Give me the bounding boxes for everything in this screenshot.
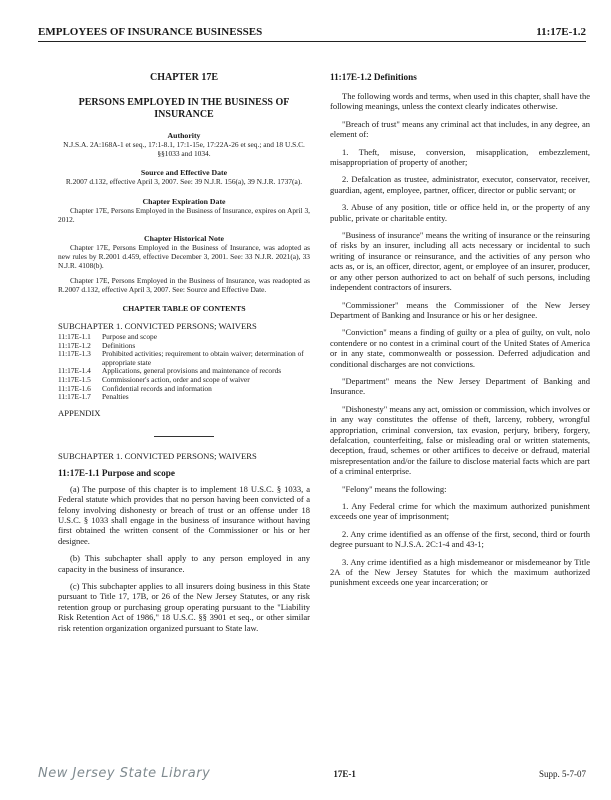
header-section-number: 11:17E-1.2 [536,26,586,38]
toc-title: Prohibited activities; requirement to obtain waiver; determination of appropriate state [102,349,304,367]
definition: "Conviction" means a finding of guilty or a plea of guilty, on vult, nolo contendere or no contest in a criminal court of the United States of America or in any state, commonwealth or possession. Deferred adjudication and conditional discharges are not convictions. [330,327,590,369]
authority-text: N.J.S.A. 2A:168A-1 et seq., 17:1-8.1, 17:1-15e, 17:22A-26 et seq.; and 18 U.S.C. §§1033 and 1034. [63,140,305,159]
toc-number: 11:17E-1.3 [58,349,91,359]
subchapter-heading: SUBCHAPTER 1. CONVICTED PERSONS; WAIVERS [58,450,257,461]
expiration-block [58,206,310,224]
definition-item: 2. Defalcation as trustee, administrator, executor, conservator, receiver, guardian, agent, employee, partner, officer, director or public servant; or [330,174,590,195]
running-header [38,26,586,42]
toc-heading: CHAPTER TABLE OF CONTENTS [122,304,246,314]
authority-block [58,140,310,158]
header-title: EMPLOYEES OF INSURANCE BUSINESSES [38,26,263,38]
table-of-contents [58,333,310,402]
definition: "Breach of trust" means any criminal act that includes, in any degree, an element of: [330,118,590,140]
definition: "Business of insurance" means the writing of insurance or the reinsuring of risks by an insurer, including all acts necessary or incidental to such writing of insurance or reinsurance, and the activities of any person who acts as, or is, an officer, director, agent, or employee of an insurer, producer, or any other person authorized to act on behalf of such persons, including independent contractors of insurers. [330,230,590,293]
definition-item: 3. Abuse of any position, title or office held in, or the property of any public, private or charitable entity. [330,202,590,223]
paragraph: (a) The purpose of this chapter is to implement 18 U.S.C. § 1033, a Federal statute which provides that no person having been convicted of a felony involving dishonesty or breach of trust or an offense under 18 U.S.C. § 1033 shall engage in the business of insurance without having first obtained the written consent of the Commissioner or his or her designee. [58,483,310,546]
definition: "Dishonesty" means any act, omission or commission, which involves or in any way constitutes the offense of theft, larceny, robbery, wrongful appropriation, criminal conversion, tax evasion, perjury, bribery, forgery, defalcation, counterfeiting, false or misleading oral or written statements, deception, fraud, schemes or other artifices to deceive or defraud, material misrepresentation and/or the failure to disclose material facts which are part of a criminal enterprise. [330,403,590,477]
definition: "Department" means the New Jersey Department of Banking and Insurance. [330,375,590,397]
toc-number: 11:17E-1.5 [58,375,91,384]
definitions-body [330,91,590,588]
toc-title: Commissioner's action, order and scope of waiver [102,375,250,384]
toc-number: 11:17E-1.2 [58,340,91,350]
paragraph: The following words and terms, when used in this chapter, shall have the following meanings, unless the context clearly indicates otherwise. [330,91,590,112]
toc-title: Penalties [102,392,129,402]
definition-item: 3. Any crime identified as a high misdemeanor or misdemeanor by Title 2A of the New Jersey Statutes for which the maximum authorized punishment exceeds one year incarceration; or [330,556,590,588]
supplement-date: Supp. 5-7-07 [538,768,586,779]
expiration-text: Chapter 17E, Persons Employed in the Business of Insurance, expires on April 3, 2012. [58,205,310,224]
paragraph: (b) This subchapter shall apply to any person employed in any capacity in the business of insurance. [58,553,310,574]
authority-heading: Authority [167,131,201,140]
source-block [58,177,310,186]
left-column [58,68,310,633]
expiration-heading: Chapter Expiration Date [142,196,226,206]
history-heading: Chapter Historical Note [144,234,224,244]
purpose-body [58,484,310,633]
right-column [330,68,590,588]
history-block [58,243,310,294]
toc-number: 11:17E-1.4 [58,366,91,376]
history-paragraph: Chapter 17E, Persons Employed in the Business of Insurance, was readopted as R.2007 d.132, effective April 3, 2007. See: Source and Effective Date. [58,275,310,294]
library-stamp: New Jersey State Library [38,766,211,781]
toc-title: Purpose and scope [102,332,158,342]
page-footer [38,766,586,781]
toc-row [58,393,310,402]
definition-item: 2. Any crime identified as an offense of the first, second, third or fourth degree pursuant to N.J.S.A. 2C:1-4 and 43-1; [330,528,590,550]
source-text: R.2007 d.132, effective April 3, 2007. See: 39 N.J.R. 156(a), 39 N.J.R. 1737(a). [65,177,303,187]
definition-item: 1. Theft, misuse, conversion, misapplication, embezzlement, misappropriation of property of another; [330,146,590,168]
definition: "Commissioner" means the Commissioner of the New Jersey Department of Banking and Insurance or his or her designee. [330,299,590,320]
chapter-title: PERSONS EMPLOYED IN THE BUSINESS OF INSURANCE [78,97,290,120]
toc-title: Definitions [102,340,136,350]
definition-item: 1. Any Federal crime for which the maximum authorized punishment exceeds one year of imprisonment; [330,501,590,522]
section-title: 11:17E-1.1 Purpose and scope [58,467,175,478]
section-divider [154,436,214,437]
toc-subchapter: SUBCHAPTER 1. CONVICTED PERSONS; WAIVERS [58,321,257,332]
page-number: 17E-1 [333,768,356,779]
toc-title: Applications, general provisions and maintenance of records [102,366,282,376]
paragraph: (c) This subchapter applies to all insurers doing business in this State pursuant to Title 17, 17B, or 26 of the New Jersey Statutes, or any risk retention group or purchasing group operating pursuant to the "Liability Risk Retention Act of 1986," 18 U.S.C. §§ 3901 et seq., or other similar risk retention organization organized pursuant to State law. [58,581,310,633]
toc-row [58,385,310,394]
toc-row [58,333,310,342]
source-heading: Source and Effective Date [140,168,228,178]
definition: "Felony" means the following: [342,483,447,494]
toc-number: 11:17E-1.6 [58,383,91,393]
appendix-label: APPENDIX [58,407,101,418]
history-paragraph: Chapter 17E, Persons Employed in the Business of Insurance, was adopted as new rules by R.2001 d.459, effective December 3, 2001. See: 33 N.J.R. 2021(a), 33 N.J.R. 4108(b). [58,243,310,271]
toc-number: 11:17E-1.7 [58,392,91,402]
toc-row [58,350,310,367]
section-title: 11:17E-1.2 Definitions [330,72,417,82]
chapter-number: CHAPTER 17E [149,72,219,83]
toc-title: Confidential records and information [102,383,212,393]
toc-number: 11:17E-1.1 [58,332,91,342]
